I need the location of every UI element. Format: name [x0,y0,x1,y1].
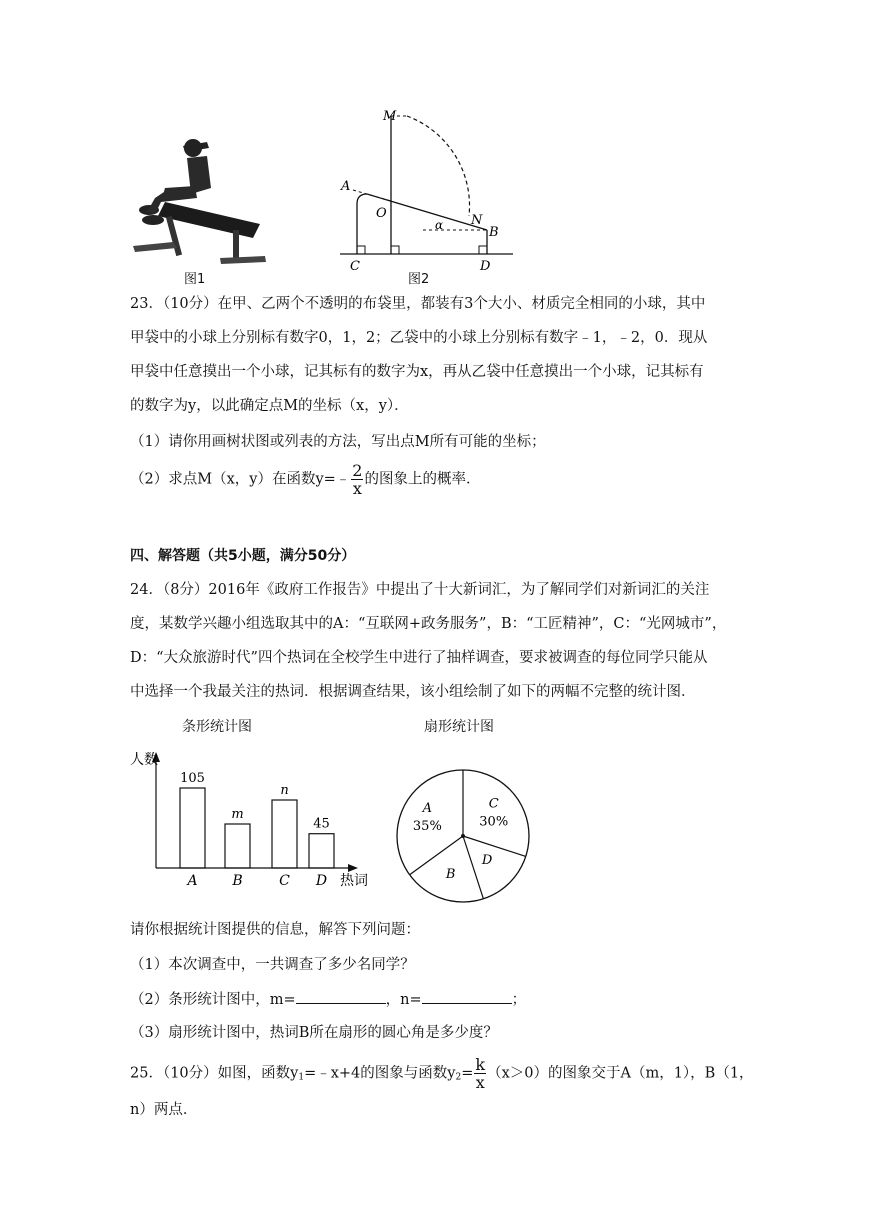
q23-fraction-numerator: 2 [352,461,363,480]
bar-chart [128,744,378,894]
label-B: B [489,225,499,240]
q25-fraction-numerator: k [475,1055,486,1074]
answer-blank-m[interactable] [296,989,386,1004]
figure-2-geometry [335,98,520,278]
bar-chart-ylabel: 人数 [130,752,158,768]
q24-sub-2-pre: （2）条形统计图中，m= [130,992,296,1008]
bar-B [225,824,250,868]
q25-fraction-denominator: x [475,1073,485,1092]
pie-label-B: B [445,867,456,883]
pie-percent-A: 35% [412,818,442,834]
q25-eq: = [461,1065,474,1082]
figure-2-caption: 图2 [408,272,430,287]
bar-tick-A: A [187,873,198,889]
label-O: O [376,206,387,221]
q25-fraction [474,1056,486,1091]
bar-C [272,800,297,868]
figure-1-caption: 图1 [184,272,206,287]
bar-chart-xlabel: 热词 [340,873,368,889]
bar-chart-title: 条形统计图 [182,719,252,735]
bar-label-A: 105 [180,771,205,786]
label-A: A [341,179,351,194]
q23-sub-2 [130,462,480,497]
q23-sub-1: （1）请你用画树状图或列表的方法，写出点M所有可能的坐标； [130,434,546,450]
q25-pre: 25．（10分）如图，函数y [130,1065,299,1082]
bar-tick-B: B [232,873,243,889]
pie-radius-1 [463,836,526,856]
q23-line-3: 甲袋中任意摸出一个小球，记其标有的数字为x，再从乙袋中任意摸出一个小球，记其标有 [130,364,704,380]
bar-tick-C: C [279,873,290,889]
q25-y2-subscript: 2 [455,1072,462,1083]
label-D: D [480,259,491,274]
q24-sub-2 [130,989,526,1010]
q24-line-4: 中选择一个我最关注的热词．根据调查结果，该小组绘制了如下的两幅不完整的统计图． [130,684,696,700]
q24-prompt: 请你根据统计图提供的信息，解答下列问题： [130,922,420,938]
answer-blank-n[interactable] [422,989,512,1004]
q24-sub-2-mid: ，n= [385,992,422,1008]
label-alpha: α [435,218,444,232]
q23-sub-2-pre: （2）求点M（x，y）在函数y=﹣ [130,471,351,488]
bar-A [180,788,205,868]
q23-line-2: 甲袋中的小球上分别标有数字0，1，2；乙袋中的小球上分别标有数字﹣1，﹣2，0．现从 [130,330,708,346]
q25-line-2: n）两点． [130,1102,198,1118]
q24-sub-2-post: ； [511,992,527,1008]
pie-radius-2 [463,836,483,899]
q23-fraction-denominator: x [352,479,362,498]
q24-sub-3: （3）扇形统计图中，热词B所在扇形的圆心角是多少度？ [130,1025,498,1041]
q25-post: （x＞0）的图象交于A（m，1），B（1， [487,1065,754,1082]
pie-chart-title: 扇形统计图 [424,719,494,735]
q24-line-1: 24．（8分）2016年《政府工作报告》中提出了十大新词汇，为了解同学们对新词汇的关注 [130,582,710,598]
section-4-heading: 四、解答题（共5小题，满分50分） [130,548,356,564]
q24-line-2: 度，某数学兴趣小组选取其中的A：“互联网+政务服务”，B：“工匠精神”，C：“光网城市”， [130,616,727,632]
figure-1-situp-bench [125,128,275,288]
q23-line-1: 23．（10分）在甲、乙两个不透明的布袋里，都装有3个大小、材质完全相同的小球，其中 [130,296,706,312]
q23-sub-2-post: 的图象上的概率． [364,471,481,488]
label-C: C [350,259,360,274]
pie-chart [396,766,536,906]
label-M: M [383,109,397,124]
bar-label-D: 45 [313,816,330,832]
q24-sub-1: （1）本次调查中，一共调查了多少名同学？ [130,957,415,973]
bar-label-B: m [231,807,244,822]
pie-percent-C: 30% [479,814,509,830]
label-N: N [471,213,483,228]
q24-line-3: D：“大众旅游时代”四个热词在全校学生中进行了抽样调查，要求被调查的每位同学只能从 [130,650,708,666]
bar-tick-D: D [315,873,328,889]
q25-y1-subscript: 1 [298,1072,305,1083]
q23-line-4: 的数字为y，以此确定点M的坐标（x，y）． [130,398,409,414]
q25-line-1 [130,1056,754,1091]
pie-label-C: C [488,796,499,812]
pie-label-A: A [422,800,433,816]
bar-D [309,834,334,868]
q25-mid: =﹣x+4的图象与函数y [304,1065,456,1082]
q23-fraction [351,462,363,497]
bar-label-C: n [280,783,289,798]
pie-label-D: D [481,853,493,869]
